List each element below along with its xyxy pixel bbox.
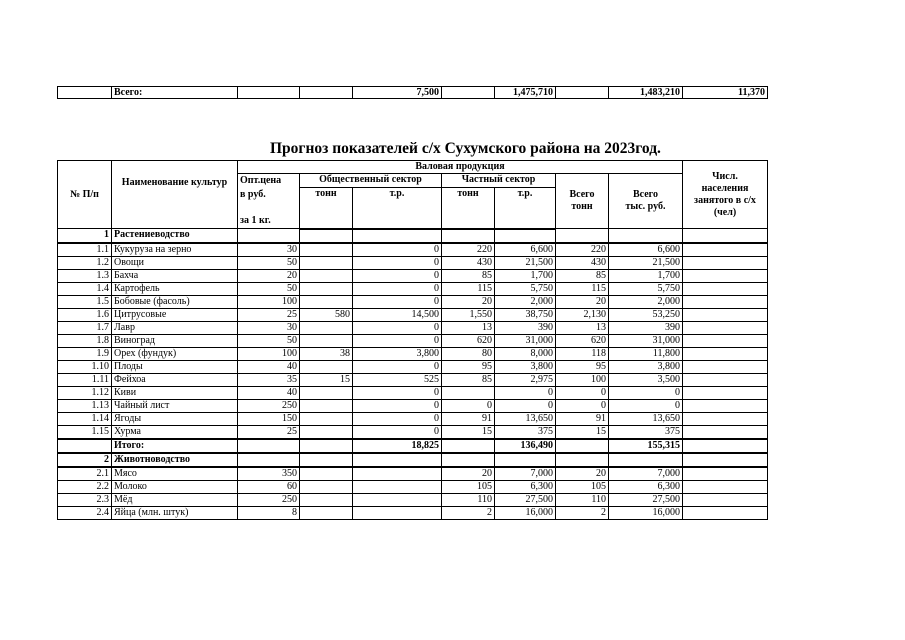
- row-total-tons: 15: [556, 425, 609, 439]
- row-total-rub: 3,500: [609, 373, 683, 386]
- subtotal-label: Итого:: [112, 439, 238, 453]
- row-population: [683, 399, 768, 412]
- row-name: Мясо: [112, 467, 238, 481]
- row-private-rub: 13,650: [495, 412, 556, 425]
- row-population: [683, 412, 768, 425]
- row-total-rub: 21,500: [609, 256, 683, 269]
- row-total-tons: 115: [556, 282, 609, 295]
- row-name: Лавр: [112, 321, 238, 334]
- row-price: 40: [238, 360, 300, 373]
- row-public-rub: 0: [353, 282, 442, 295]
- row-total-tons: 20: [556, 295, 609, 308]
- row-public-rub: 0: [353, 399, 442, 412]
- empty-cell: [58, 439, 112, 453]
- table-row: [58, 321, 768, 334]
- row-public-rub: 3,800: [353, 347, 442, 360]
- row-public-tons: 15: [300, 373, 353, 386]
- forecast-table: [57, 160, 768, 520]
- row-number: 1.13: [58, 399, 112, 412]
- row-public-tons: [300, 480, 353, 493]
- table-row: [58, 386, 768, 399]
- top-total-label: Всего:: [112, 87, 238, 99]
- row-total-rub: 13,650: [609, 412, 683, 425]
- header-public-tr: т.р.: [353, 188, 442, 229]
- row-private-rub: 38,750: [495, 308, 556, 321]
- row-price: 25: [238, 425, 300, 439]
- row-public-rub: 0: [353, 334, 442, 347]
- row-total-rub: 53,250: [609, 308, 683, 321]
- row-number: 1.9: [58, 347, 112, 360]
- header-gross: Валовая продукция: [238, 161, 683, 174]
- row-total-rub: 6,600: [609, 243, 683, 257]
- row-private-tons: 220: [442, 243, 495, 257]
- row-private-rub: 2,000: [495, 295, 556, 308]
- row-number: 1.14: [58, 412, 112, 425]
- row-population: [683, 467, 768, 481]
- header-total-tons-line1: Всего: [569, 189, 595, 200]
- header-row-1: [58, 161, 768, 174]
- row-private-rub: 6,300: [495, 480, 556, 493]
- header-total-rub: [609, 174, 683, 229]
- row-name: Цитрусовые: [112, 308, 238, 321]
- empty-cell: [609, 229, 683, 243]
- row-number: 2.4: [58, 506, 112, 519]
- empty-cell: [442, 453, 495, 467]
- top-total-public: 7,500: [353, 87, 442, 99]
- table-row: [58, 243, 768, 257]
- row-private-tons: 2: [442, 506, 495, 519]
- row-private-rub: 0: [495, 399, 556, 412]
- row-number: 1.3: [58, 269, 112, 282]
- row-number: 1.11: [58, 373, 112, 386]
- row-number: 1.7: [58, 321, 112, 334]
- row-private-rub: 6,600: [495, 243, 556, 257]
- section-row-plants: [58, 229, 768, 243]
- row-total-tons: 620: [556, 334, 609, 347]
- row-public-tons: [300, 295, 353, 308]
- row-price: 35: [238, 373, 300, 386]
- row-public-rub: 14,500: [353, 308, 442, 321]
- subtotal-public-rub: 18,825: [353, 439, 442, 453]
- row-price: 150: [238, 412, 300, 425]
- row-public-tons: [300, 243, 353, 257]
- row-total-rub: 27,500: [609, 493, 683, 506]
- row-private-tons: 1,550: [442, 308, 495, 321]
- row-population: [683, 282, 768, 295]
- empty-cell: [683, 229, 768, 243]
- row-price: 250: [238, 493, 300, 506]
- header-total-tons-line2: тонн: [571, 201, 593, 212]
- row-public-rub: 0: [353, 243, 442, 257]
- row-total-rub: 3,800: [609, 360, 683, 373]
- row-public-rub: 0: [353, 360, 442, 373]
- row-name: Яйца (млн. штук): [112, 506, 238, 519]
- row-number: 1.10: [58, 360, 112, 373]
- header-public-tons: тонн: [300, 188, 353, 229]
- row-public-tons: [300, 412, 353, 425]
- section-name: Животноводство: [112, 453, 238, 467]
- row-total-tons: 100: [556, 373, 609, 386]
- row-price: 100: [238, 347, 300, 360]
- row-public-rub: 0: [353, 269, 442, 282]
- header-total-rub-line1: Всего: [633, 189, 658, 200]
- section-name: Растениеводство: [112, 229, 238, 243]
- row-public-tons: [300, 493, 353, 506]
- section-number: 2: [58, 453, 112, 467]
- row-private-tons: 620: [442, 334, 495, 347]
- empty-cell: [353, 453, 442, 467]
- row-total-rub: 375: [609, 425, 683, 439]
- row-total-rub: 6,300: [609, 480, 683, 493]
- row-private-tons: 80: [442, 347, 495, 360]
- empty-cell: [495, 229, 556, 243]
- row-private-rub: 31,000: [495, 334, 556, 347]
- header-pop-line3: занятого в с/х: [694, 194, 756, 206]
- empty-cell: [442, 439, 495, 453]
- row-total-tons: 20: [556, 467, 609, 481]
- row-private-rub: 5,750: [495, 282, 556, 295]
- row-public-tons: [300, 467, 353, 481]
- row-population: [683, 334, 768, 347]
- row-private-tons: 15: [442, 425, 495, 439]
- row-total-rub: 0: [609, 386, 683, 399]
- row-total-rub: 5,750: [609, 282, 683, 295]
- row-private-tons: 105: [442, 480, 495, 493]
- table-row: [58, 256, 768, 269]
- row-public-rub: 0: [353, 321, 442, 334]
- table-row: [58, 295, 768, 308]
- row-population: [683, 308, 768, 321]
- row-private-tons: 85: [442, 373, 495, 386]
- row-price: 50: [238, 334, 300, 347]
- row-name: Картофель: [112, 282, 238, 295]
- empty-cell: [300, 439, 353, 453]
- row-public-tons: [300, 386, 353, 399]
- row-public-tons: [300, 399, 353, 412]
- header-pop-line4: (чел): [713, 206, 737, 218]
- row-total-tons: 91: [556, 412, 609, 425]
- row-population: [683, 269, 768, 282]
- row-number: 1.4: [58, 282, 112, 295]
- top-total-table: [57, 86, 768, 99]
- row-population: [683, 425, 768, 439]
- row-price: 50: [238, 256, 300, 269]
- table-row: [58, 347, 768, 360]
- row-price: 8: [238, 506, 300, 519]
- row-public-rub: 525: [353, 373, 442, 386]
- header-public: Общественный сектор: [300, 174, 442, 188]
- row-total-tons: 95: [556, 360, 609, 373]
- header-private-tons: тонн: [442, 188, 495, 229]
- row-total-tons: 110: [556, 493, 609, 506]
- row-public-tons: [300, 282, 353, 295]
- empty-cell: [238, 229, 300, 243]
- row-public-tons: [300, 334, 353, 347]
- row-total-tons: 105: [556, 480, 609, 493]
- row-private-rub: 3,800: [495, 360, 556, 373]
- row-private-rub: 27,500: [495, 493, 556, 506]
- row-public-tons: [300, 360, 353, 373]
- header-total-rub-line2: тыс. руб.: [625, 201, 666, 212]
- empty-cell: [609, 453, 683, 467]
- row-number: 1.6: [58, 308, 112, 321]
- row-public-rub: 0: [353, 256, 442, 269]
- empty-cell: [238, 453, 300, 467]
- top-total-sum: 1,483,210: [609, 87, 683, 99]
- table-row: [58, 506, 768, 519]
- row-public-rub: 0: [353, 295, 442, 308]
- row-population: [683, 321, 768, 334]
- row-number: 1.5: [58, 295, 112, 308]
- header-num: № П/п: [58, 161, 112, 229]
- empty-cell: [300, 229, 353, 243]
- header-private-tr: т.р.: [495, 188, 556, 229]
- empty-cell: [556, 229, 609, 243]
- row-price: 350: [238, 467, 300, 481]
- top-total-private: 1,475,710: [495, 87, 556, 99]
- row-public-rub: [353, 506, 442, 519]
- row-name: Орех (фундук): [112, 347, 238, 360]
- header-price-line2: в руб.: [240, 189, 266, 200]
- row-public-rub: [353, 467, 442, 481]
- row-number: 2.1: [58, 467, 112, 481]
- row-public-rub: 0: [353, 386, 442, 399]
- row-public-rub: 0: [353, 412, 442, 425]
- header-name: Наименование культур: [112, 161, 238, 229]
- row-total-rub: 31,000: [609, 334, 683, 347]
- empty-cell: [238, 439, 300, 453]
- row-price: 40: [238, 386, 300, 399]
- row-name: Фейхоа: [112, 373, 238, 386]
- row-private-tons: 95: [442, 360, 495, 373]
- row-population: [683, 360, 768, 373]
- section-number: 1: [58, 229, 112, 243]
- row-population: [683, 295, 768, 308]
- row-public-tons: 38: [300, 347, 353, 360]
- row-price: 100: [238, 295, 300, 308]
- row-private-tons: 0: [442, 399, 495, 412]
- row-private-tons: 13: [442, 321, 495, 334]
- row-total-tons: 0: [556, 399, 609, 412]
- empty-cell: [683, 453, 768, 467]
- row-total-tons: 2: [556, 506, 609, 519]
- row-name: Бобовые (фасоль): [112, 295, 238, 308]
- row-total-tons: 2,130: [556, 308, 609, 321]
- row-public-tons: [300, 269, 353, 282]
- row-number: 1.1: [58, 243, 112, 257]
- row-name: Плоды: [112, 360, 238, 373]
- row-population: [683, 493, 768, 506]
- row-name: Мёд: [112, 493, 238, 506]
- row-price: 30: [238, 243, 300, 257]
- row-price: 250: [238, 399, 300, 412]
- row-total-tons: 85: [556, 269, 609, 282]
- row-number: 1.2: [58, 256, 112, 269]
- row-population: [683, 256, 768, 269]
- row-number: 2.2: [58, 480, 112, 493]
- row-public-tons: [300, 256, 353, 269]
- header-price-line3: за 1 кг.: [240, 215, 271, 226]
- row-number: 2.3: [58, 493, 112, 506]
- subtotal-private-rub: 136,490: [495, 439, 556, 453]
- row-private-rub: 375: [495, 425, 556, 439]
- row-population: [683, 506, 768, 519]
- row-private-tons: [442, 386, 495, 399]
- subtotal-total-rub: 155,315: [609, 439, 683, 453]
- table-row: [58, 399, 768, 412]
- header-private: Частный сектор: [442, 174, 556, 188]
- empty-cell: [353, 229, 442, 243]
- row-population: [683, 243, 768, 257]
- empty-cell: [683, 439, 768, 453]
- row-population: [683, 386, 768, 399]
- header-population: [683, 161, 768, 229]
- table-row: [58, 334, 768, 347]
- row-total-rub: 0: [609, 399, 683, 412]
- empty-cell: [556, 439, 609, 453]
- row-total-tons: 220: [556, 243, 609, 257]
- row-private-rub: 1,700: [495, 269, 556, 282]
- row-total-rub: 390: [609, 321, 683, 334]
- row-private-rub: 0: [495, 386, 556, 399]
- row-private-rub: 390: [495, 321, 556, 334]
- row-price: 60: [238, 480, 300, 493]
- subtotal-row: [58, 439, 768, 453]
- row-public-tons: [300, 425, 353, 439]
- empty-cell: [556, 453, 609, 467]
- header-pop-line1: Числ.: [712, 170, 738, 182]
- row-total-rub: 2,000: [609, 295, 683, 308]
- row-public-rub: 0: [353, 425, 442, 439]
- row-total-rub: 1,700: [609, 269, 683, 282]
- row-total-rub: 7,000: [609, 467, 683, 481]
- table-row: [58, 269, 768, 282]
- row-private-rub: 16,000: [495, 506, 556, 519]
- row-number: 1.8: [58, 334, 112, 347]
- section-row-animals: [58, 453, 768, 467]
- row-public-rub: [353, 493, 442, 506]
- row-price: 50: [238, 282, 300, 295]
- row-total-tons: 118: [556, 347, 609, 360]
- row-private-tons: 91: [442, 412, 495, 425]
- row-total-rub: 11,800: [609, 347, 683, 360]
- page-title: Прогноз показателей с/х Сухумского района на 2023год.: [270, 140, 661, 157]
- row-name: Чайный лист: [112, 399, 238, 412]
- row-price: 20: [238, 269, 300, 282]
- row-private-rub: 21,500: [495, 256, 556, 269]
- row-total-tons: 430: [556, 256, 609, 269]
- row-private-tons: 85: [442, 269, 495, 282]
- empty-cell: [442, 229, 495, 243]
- table-row: [58, 282, 768, 295]
- row-number: 1.12: [58, 386, 112, 399]
- table-row: [58, 425, 768, 439]
- table-row: [58, 412, 768, 425]
- table-row: [58, 373, 768, 386]
- row-public-tons: 580: [300, 308, 353, 321]
- row-private-tons: 115: [442, 282, 495, 295]
- table-row: [58, 493, 768, 506]
- row-public-rub: [353, 480, 442, 493]
- row-number: 1.15: [58, 425, 112, 439]
- row-name: Хурма: [112, 425, 238, 439]
- row-public-tons: [300, 506, 353, 519]
- row-name: Виноград: [112, 334, 238, 347]
- row-private-tons: 430: [442, 256, 495, 269]
- row-population: [683, 480, 768, 493]
- row-price: 30: [238, 321, 300, 334]
- row-population: [683, 347, 768, 360]
- header-price-line1: Опт.цена: [240, 175, 282, 186]
- row-name: Овощи: [112, 256, 238, 269]
- header-pop-line2: населения: [701, 182, 749, 194]
- row-name: Кукуруза на зерно: [112, 243, 238, 257]
- row-population: [683, 373, 768, 386]
- row-name: Молоко: [112, 480, 238, 493]
- row-name: Бахча: [112, 269, 238, 282]
- empty-cell: [495, 453, 556, 467]
- table-row: [58, 480, 768, 493]
- empty-cell: [300, 453, 353, 467]
- row-total-rub: 16,000: [609, 506, 683, 519]
- row-private-rub: 8,000: [495, 347, 556, 360]
- row-public-tons: [300, 321, 353, 334]
- table-row: [58, 360, 768, 373]
- row-price: 25: [238, 308, 300, 321]
- row-name: Киви: [112, 386, 238, 399]
- row-private-tons: 20: [442, 467, 495, 481]
- top-total-population: 11,370: [683, 87, 768, 99]
- row-total-tons: 13: [556, 321, 609, 334]
- row-private-rub: 7,000: [495, 467, 556, 481]
- row-private-rub: 2,975: [495, 373, 556, 386]
- header-price: [238, 174, 300, 229]
- row-total-tons: 0: [556, 386, 609, 399]
- row-name: Ягоды: [112, 412, 238, 425]
- table-row: [58, 467, 768, 481]
- top-total-row: [58, 87, 768, 99]
- table-row: [58, 308, 768, 321]
- header-total-tons: [556, 174, 609, 229]
- row-private-tons: 110: [442, 493, 495, 506]
- row-private-tons: 20: [442, 295, 495, 308]
